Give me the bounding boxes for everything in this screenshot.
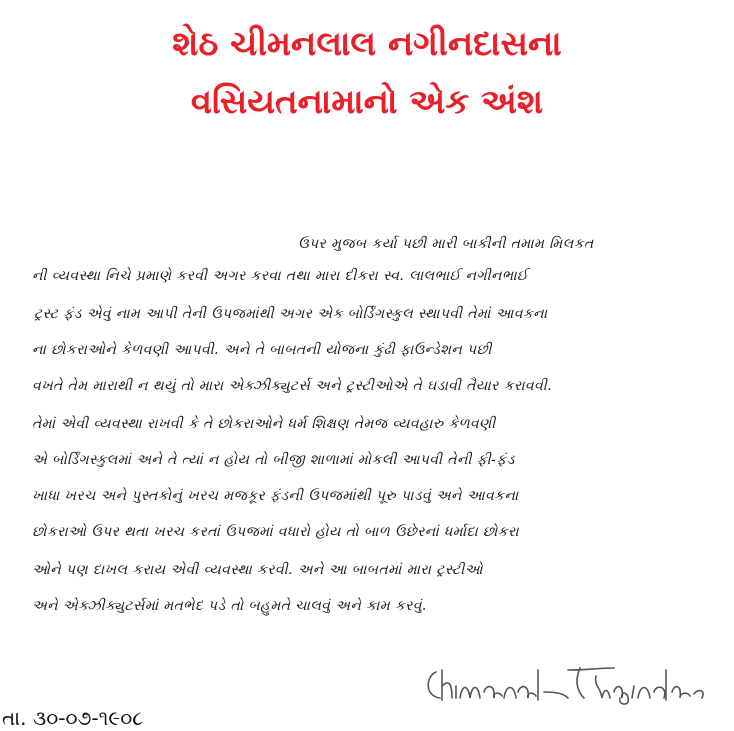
- manuscript-line: અને એક્ઝીક્યુટર્સમાં મતભેદ પડે તો બહુમતે ચાલવું અને કામ કરવું.: [32, 598, 427, 614]
- document-date: તા. ૩૦-૦૭-૧૯૦૮: [2, 706, 144, 730]
- manuscript-line: ટ્રસ્ટ ફંડ એવું નામ આપી તેની ઉપજમાંથી અગર એક બોર્ડિંગસ્કુલ સ્થાપવી તેમાં આવકના: [34, 306, 548, 322]
- document-title-line-2: વસિયતનામાનો એક અંશ: [190, 82, 544, 122]
- manuscript-line: ની વ્યવસ્થા નિચે પ્રમાણે કરવી અગર કરવા તથા મારા દીકરા સ્વ. લાલભાઈ નગીનભાઈ: [32, 268, 529, 284]
- manuscript-line: ઉપર મુજબ કર્યા પછી મારી બાકીની તમામ મિલકત: [298, 236, 594, 252]
- manuscript-line: છોકરાઓ ઉપર થતા ખરચ કરતાં ઉપજમાં વધારો હોય તો બાળ ઉછેરનાં ધર્માદા છોકરા: [32, 524, 519, 540]
- manuscript-line: તેમાં એવી વ્યવસ્થા રાખવી કે તે છોકરાઓને ધર્મ શિક્ષણ તેમજ વ્યવહારુ કેળવણી: [32, 416, 496, 432]
- manuscript-line: ઓને પણ દાખલ કરાય એવી વ્યવસ્થા કરવી. અને આ બાબતમાં મારા ટ્રસ્ટીઓ: [32, 562, 483, 578]
- document-title-line-1: શેઠ ચીમનલાલ નગીનદાસના: [172, 24, 562, 64]
- manuscript-line: ખાધા ખરચ અને પુસ્તકોનું ખરચ મજકૂર ફંડની ઉપજમાંથી પૂરુ પાડવું અને આવકના: [32, 488, 519, 504]
- manuscript-line: વખતે તેમ મારાથી ન થયું તો મારા એક્ઝીક્યુટર્સ અને ટ્રસ્ટીઓએ તે ઘડાવી તૈયાર કરાવવી.: [32, 378, 553, 394]
- manuscript-line: એ બોર્ડિંગસ્કુલમાં અને તે ત્યાં ન હોય તો બીજી શાળામાં મોકલી આપવી તેની ફી-ફંડ: [32, 452, 515, 468]
- manuscript-line: ના છોકરાઓને કેળવણી આપવી. અને તે બાબતની યોજના કુંઢી ફાઉન્ડેશન પછી: [32, 342, 492, 358]
- handwritten-signature: [418, 662, 714, 706]
